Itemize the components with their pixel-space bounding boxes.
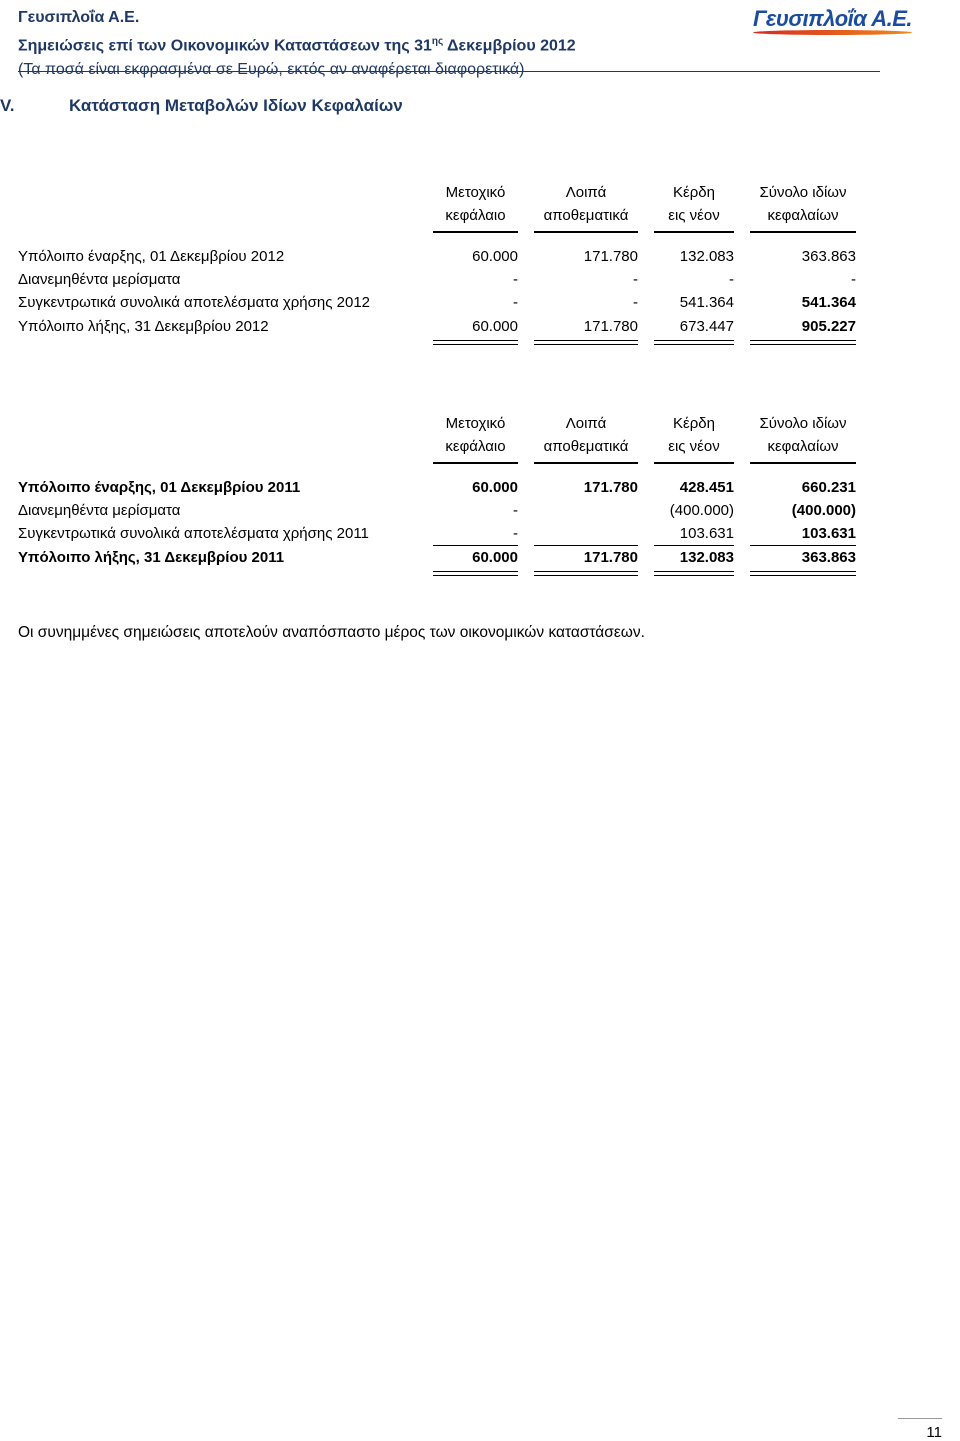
row-label: Συγκεντρωτικά συνολικά αποτελέσματα χρήσης 2011 bbox=[18, 525, 369, 542]
double-underline bbox=[534, 571, 638, 576]
company-name: Γευσιπλοΐα Α.Ε. bbox=[18, 9, 140, 26]
cell-share-capital: - bbox=[513, 502, 518, 519]
company-logo bbox=[753, 6, 912, 35]
double-underline bbox=[654, 340, 734, 345]
cell-other-reserves: 171.780 bbox=[583, 318, 638, 335]
table-row bbox=[18, 268, 858, 291]
section-title: Κατάσταση Μεταβολών Ιδίων Κεφαλαίων bbox=[69, 96, 403, 115]
cell-retained-earnings: 132.083 bbox=[679, 248, 734, 265]
col-header-line2: αποθεματικά bbox=[543, 438, 629, 455]
row-label: Υπόλοιπο έναρξης, 01 Δεκεμβρίου 2011 bbox=[18, 479, 301, 496]
table-row bbox=[18, 546, 858, 569]
document-subtitle bbox=[18, 30, 576, 58]
col-header-line1: Μετοχικό bbox=[445, 415, 506, 432]
row-label: Διανεμηθέντα μερίσματα bbox=[18, 502, 181, 519]
cell-share-capital: 60.000 bbox=[472, 318, 518, 335]
row-label: Διανεμηθέντα μερίσματα bbox=[18, 271, 181, 288]
col-header-line2: αποθεματικά bbox=[543, 207, 629, 224]
cell-retained-earnings: 132.083 bbox=[679, 549, 734, 566]
col-header-retained-earnings bbox=[654, 412, 734, 464]
col-header-line1: Σύνολο ιδίων bbox=[759, 415, 847, 432]
col-header-line2: εις νέον bbox=[668, 207, 720, 224]
col-header-line1: Λοιπά bbox=[565, 184, 607, 201]
section-number: V. bbox=[0, 96, 15, 115]
double-underline bbox=[654, 571, 734, 576]
cell-share-capital: - bbox=[513, 271, 518, 288]
col-header-line1: Μετοχικό bbox=[445, 184, 506, 201]
currency-note: (Τα ποσά είναι εκφρασμένα σε Ευρώ, εκτός αν αναφέρεται διαφορετικά) bbox=[18, 61, 525, 79]
table-row bbox=[18, 315, 858, 338]
col-header-line2: κεφαλαίων bbox=[767, 438, 839, 455]
table-row bbox=[18, 476, 858, 499]
col-header-line1: Λοιπά bbox=[565, 415, 607, 432]
col-header-total-equity bbox=[750, 412, 856, 464]
col-header-retained-earnings bbox=[654, 181, 734, 233]
cell-retained-earnings: - bbox=[729, 271, 734, 288]
cell-share-capital: 60.000 bbox=[472, 248, 518, 265]
table-row bbox=[18, 499, 858, 522]
subtitle-main: Σημειώσεις επί των Οικονομικών Καταστάσεων της 31 bbox=[18, 37, 432, 55]
cell-total-equity: - bbox=[851, 271, 856, 288]
double-underline bbox=[433, 571, 518, 576]
cell-retained-earnings: 673.447 bbox=[679, 318, 734, 335]
cell-total-equity: 660.231 bbox=[801, 479, 856, 496]
cell-total-equity: (400.000) bbox=[791, 502, 856, 519]
col-header-line2: εις νέον bbox=[668, 438, 720, 455]
double-underline bbox=[433, 340, 518, 345]
col-header-line2: κεφαλαίων bbox=[767, 207, 839, 224]
row-label: Υπόλοιπο έναρξης, 01 Δεκεμβρίου 2012 bbox=[18, 248, 285, 265]
cell-total-equity: 541.364 bbox=[801, 294, 856, 311]
col-header-line1: Σύνολο ιδίων bbox=[759, 184, 847, 201]
cell-other-reserves: 171.780 bbox=[583, 248, 638, 265]
table-row bbox=[18, 245, 858, 268]
cell-share-capital: - bbox=[513, 294, 518, 311]
col-header-line1: Κέρδη bbox=[673, 415, 715, 432]
row-label: Συγκεντρωτικά συνολικά αποτελέσματα χρήσης 2012 bbox=[18, 294, 371, 311]
cell-retained-earnings: 103.631 bbox=[679, 525, 734, 542]
cell-share-capital: - bbox=[513, 525, 518, 542]
cell-retained-earnings: (400.000) bbox=[669, 502, 734, 519]
cell-retained-earnings: 541.364 bbox=[679, 294, 734, 311]
cell-share-capital: 60.000 bbox=[472, 549, 518, 566]
cell-total-equity: 103.631 bbox=[801, 525, 856, 542]
header-divider bbox=[18, 71, 880, 72]
col-header-other-reserves bbox=[534, 181, 638, 233]
subtitle-date: Δεκεμβρίου 2012 bbox=[443, 37, 576, 55]
cell-total-equity: 905.227 bbox=[801, 318, 856, 335]
double-underline bbox=[750, 340, 856, 345]
cell-share-capital: 60.000 bbox=[472, 479, 518, 496]
row-label: Υπόλοιπο λήξης, 31 Δεκεμβρίου 2011 bbox=[18, 549, 285, 566]
cell-other-reserves: 171.780 bbox=[583, 479, 638, 496]
cell-total-equity: 363.863 bbox=[801, 549, 856, 566]
col-header-share-capital bbox=[433, 412, 518, 464]
cell-other-reserves: - bbox=[633, 271, 638, 288]
row-label: Υπόλοιπο λήξης, 31 Δεκεμβρίου 2012 bbox=[18, 318, 269, 335]
table-row bbox=[18, 522, 858, 545]
cell-total-equity: 363.863 bbox=[801, 248, 856, 265]
subtitle-superscript: ης bbox=[431, 36, 444, 47]
table-row bbox=[18, 291, 858, 314]
col-header-line1: Κέρδη bbox=[673, 184, 715, 201]
logo-text: Γευσιπλοΐα Α.Ε. bbox=[752, 6, 912, 31]
footnote: Οι συνημμένες σημειώσεις αποτελούν αναπόσπαστο μέρος των οικονομικών καταστάσεων. bbox=[18, 624, 645, 641]
double-underline bbox=[534, 340, 638, 345]
col-header-other-reserves bbox=[534, 412, 638, 464]
cell-other-reserves: - bbox=[633, 294, 638, 311]
cell-retained-earnings: 428.451 bbox=[679, 479, 734, 496]
page-number-divider bbox=[898, 1418, 942, 1419]
page-number: 11 bbox=[926, 1424, 942, 1441]
col-header-total-equity bbox=[750, 181, 856, 233]
double-underline bbox=[750, 571, 856, 576]
col-header-share-capital bbox=[433, 181, 518, 233]
cell-other-reserves: 171.780 bbox=[583, 549, 638, 566]
col-header-line2: κεφάλαιο bbox=[445, 438, 506, 455]
col-header-line2: κεφάλαιο bbox=[445, 207, 506, 224]
